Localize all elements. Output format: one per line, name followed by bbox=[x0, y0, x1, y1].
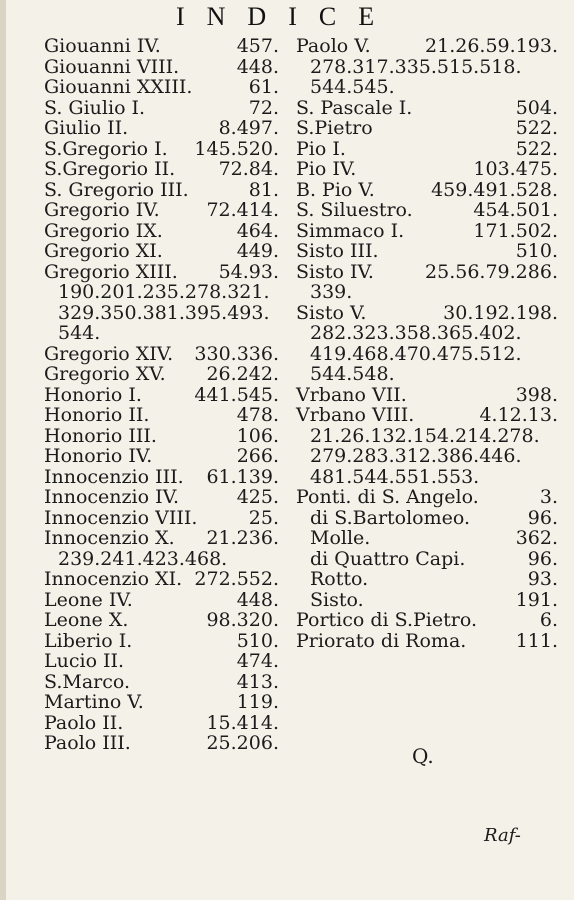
index-entry-name: Innocenzio III. bbox=[44, 465, 184, 488]
index-entry bbox=[44, 36, 279, 57]
index-continuation: 21.26.132.154.214.278. bbox=[310, 424, 540, 447]
index-entry-name: S. Gregorio III. bbox=[44, 178, 189, 201]
index-entry-name: Vrbano VII. bbox=[296, 383, 407, 406]
index-entry-pages: 504. bbox=[515, 96, 558, 119]
index-entry-pages: 478. bbox=[236, 404, 279, 426]
index-continuation: 190.201.235.278.321. bbox=[58, 281, 270, 303]
index-entry bbox=[296, 200, 558, 221]
index-entry bbox=[296, 139, 558, 160]
index-entry-pages: 61.139. bbox=[206, 465, 279, 488]
index-entry-name: Giouanni VIII. bbox=[44, 55, 180, 78]
index-entry-pages: 21.236. bbox=[206, 527, 279, 549]
index-entry-name: B. Pio V. bbox=[296, 178, 375, 201]
index-entry-pages: 272.552. bbox=[194, 568, 279, 590]
index-entry-pages: 25.206. bbox=[206, 732, 279, 754]
index-continuation: 419.468.470.475.512. bbox=[310, 342, 522, 365]
index-continuation: 282.323.358.365.402. bbox=[310, 322, 522, 344]
index-entry bbox=[44, 487, 279, 508]
index-entry bbox=[44, 118, 279, 139]
index-subentry-name: Molle. bbox=[310, 527, 371, 549]
index-entry-name: Gregorio XV. bbox=[44, 363, 166, 385]
index-entry-pages: 54.93. bbox=[218, 260, 279, 283]
index-entry-pages: 266. bbox=[236, 445, 279, 467]
index-entry-pages: 454.501. bbox=[473, 199, 558, 221]
index-entry bbox=[296, 528, 558, 549]
index-entry-pages: 8.497. bbox=[218, 117, 279, 139]
index-entry-pages: 25. bbox=[248, 506, 279, 529]
index-entry-name: Innocenzio IV. bbox=[44, 486, 180, 508]
index-entry-name: Pio I. bbox=[296, 137, 346, 160]
index-continuation: 278.317.335.515.518. bbox=[310, 55, 522, 78]
index-column-left bbox=[44, 36, 279, 754]
index-entry bbox=[44, 590, 279, 611]
index-entry-pages: 26.242. bbox=[206, 363, 279, 385]
index-entry bbox=[44, 98, 279, 119]
index-entry-pages: 6. bbox=[539, 609, 558, 631]
index-entry bbox=[296, 118, 558, 139]
index-entry-pages: 61. bbox=[248, 76, 279, 98]
index-entry-pages: 425. bbox=[236, 486, 279, 508]
index-entry-pages: 25.56.79.286. bbox=[425, 260, 558, 283]
index-entry-name: Sisto V. bbox=[296, 301, 367, 324]
index-entry bbox=[44, 200, 279, 221]
index-subentry-name: Rotto. bbox=[310, 568, 369, 590]
index-entry-pages: 448. bbox=[236, 588, 279, 611]
index-entry bbox=[296, 631, 558, 652]
index-entry-pages: 30.192.198. bbox=[443, 301, 558, 324]
index-entry-name: Innocenzio VIII. bbox=[44, 506, 198, 529]
index-entry bbox=[44, 569, 279, 590]
index-entry bbox=[296, 98, 558, 119]
index-entry bbox=[296, 221, 558, 242]
index-entry-name: S. Giulio I. bbox=[44, 96, 146, 119]
index-continuation: 279.283.312.386.446. bbox=[310, 445, 522, 467]
index-entry bbox=[44, 139, 279, 160]
index-entry-name: Liberio I. bbox=[44, 629, 133, 652]
index-continuation: 339. bbox=[310, 281, 353, 303]
index-entry-pages: 464. bbox=[236, 219, 279, 242]
index-entry bbox=[44, 344, 279, 365]
index-entry-pages: 510. bbox=[236, 629, 279, 652]
index-entry-pages: 413. bbox=[236, 670, 279, 693]
index-continuation: 239.241.423.468. bbox=[58, 547, 228, 570]
index-entry-pages: 459.491.528. bbox=[431, 178, 558, 201]
index-entry-name: Gregorio XIII. bbox=[44, 260, 178, 283]
index-entry-pages: 106. bbox=[236, 424, 279, 447]
index-entry bbox=[44, 426, 279, 447]
index-entry-name: Portico di S.Pietro. bbox=[296, 609, 477, 631]
index-entry-name: Martino V. bbox=[44, 691, 144, 713]
index-column-right bbox=[296, 36, 558, 651]
index-entry-pages: 522. bbox=[515, 117, 558, 139]
index-entry-pages: 119. bbox=[236, 691, 279, 713]
index-entry-pages: 72. bbox=[248, 96, 279, 119]
index-entry bbox=[296, 610, 558, 631]
index-entry-name: Honorio III. bbox=[44, 424, 157, 447]
index-entry-name: S. Siluestro. bbox=[296, 199, 413, 221]
index-entry-name: Pio IV. bbox=[296, 158, 357, 180]
index-entry-name: Giouanni IV. bbox=[44, 35, 161, 57]
index-entry bbox=[44, 651, 279, 672]
index-entry-name: Ponti. di S. Angelo. bbox=[296, 486, 479, 508]
index-entry-name: Honorio IV. bbox=[44, 445, 153, 467]
index-continuation: 544.545. bbox=[310, 76, 395, 98]
index-continuation: 329.350.381.395.493. bbox=[58, 301, 270, 324]
index-entry bbox=[296, 159, 558, 180]
index-entry bbox=[296, 303, 558, 324]
index-entry bbox=[44, 385, 279, 406]
index-entry-pages: 457. bbox=[236, 35, 279, 57]
index-entry-name: S.Pietro bbox=[296, 117, 373, 139]
index-entry-name: Paolo V. bbox=[296, 35, 371, 57]
index-entry bbox=[44, 405, 279, 426]
index-entry-name: Innocenzio XI. bbox=[44, 568, 183, 590]
index-entry-pages: 72.414. bbox=[206, 199, 279, 221]
index-entry-name: Vrbano VIII. bbox=[296, 404, 415, 426]
index-entry bbox=[44, 180, 279, 201]
index-entry-pages: 4.12.13. bbox=[479, 404, 558, 426]
index-entry bbox=[44, 733, 279, 754]
page-header: INDICE bbox=[176, 2, 397, 31]
index-entry-name: Gregorio XI. bbox=[44, 240, 163, 262]
index-entry bbox=[296, 508, 558, 529]
index-entry-name: Innocenzio X. bbox=[44, 527, 175, 549]
index-continuation: 481.544.551.553. bbox=[310, 465, 480, 488]
index-entry-pages: 21.26.59.193. bbox=[425, 35, 558, 57]
index-entry-pages: 145.520. bbox=[194, 137, 279, 160]
index-entry bbox=[44, 364, 279, 385]
index-entry bbox=[296, 385, 558, 406]
index-entry-pages: 96. bbox=[527, 547, 558, 570]
index-entry bbox=[296, 36, 558, 57]
index-entry bbox=[44, 610, 279, 631]
index-entry-name: S.Marco. bbox=[44, 670, 131, 693]
index-entry bbox=[296, 549, 558, 570]
index-continuation: 544.548. bbox=[310, 363, 395, 385]
index-entry bbox=[44, 467, 279, 488]
index-entry-pages: 81. bbox=[248, 178, 279, 201]
index-entry-name: Priorato di Roma. bbox=[296, 629, 467, 652]
index-entry-name: Paolo II. bbox=[44, 711, 124, 734]
index-subentry-name: Sisto. bbox=[310, 588, 364, 611]
index-entry-name: Gregorio IV. bbox=[44, 199, 160, 221]
index-entry-pages: 510. bbox=[515, 240, 558, 262]
index-entry-pages: 474. bbox=[236, 650, 279, 672]
index-entry-name: S. Pascale I. bbox=[296, 96, 413, 119]
index-entry-name: Sisto IV. bbox=[296, 260, 374, 283]
index-entry-pages: 111. bbox=[515, 629, 558, 652]
index-entry-pages: 15.414. bbox=[206, 711, 279, 734]
index-entry-pages: 330.336. bbox=[194, 342, 279, 365]
index-entry bbox=[44, 508, 279, 529]
index-entry-name: Simmaco I. bbox=[296, 219, 405, 242]
index-entry bbox=[296, 241, 558, 262]
index-entry bbox=[44, 77, 279, 98]
index-entry-name: Gregorio IX. bbox=[44, 219, 163, 242]
index-entry bbox=[44, 631, 279, 652]
index-entry bbox=[296, 262, 558, 283]
index-entry bbox=[44, 57, 279, 78]
index-entry bbox=[44, 672, 279, 693]
index-entry-name: Giouanni XXIII. bbox=[44, 76, 193, 98]
index-entry-name: Honorio II. bbox=[44, 404, 150, 426]
index-entry bbox=[44, 241, 279, 262]
index-entry bbox=[296, 180, 558, 201]
index-entry-pages: 96. bbox=[527, 506, 558, 529]
index-entry-pages: 191. bbox=[515, 588, 558, 611]
index-entry bbox=[44, 446, 279, 467]
index-entry-pages: 171.502. bbox=[473, 219, 558, 242]
index-entry bbox=[44, 713, 279, 734]
index-entry bbox=[44, 692, 279, 713]
index-entry bbox=[44, 221, 279, 242]
index-entry-pages: 441.545. bbox=[194, 383, 279, 406]
index-entry-name: Honorio I. bbox=[44, 383, 142, 406]
index-entry bbox=[296, 487, 558, 508]
index-entry-pages: 72.84. bbox=[218, 158, 279, 180]
index-entry-pages: 93. bbox=[527, 568, 558, 590]
index-entry-pages: 3. bbox=[539, 486, 558, 508]
index-entry-name: S.Gregorio II. bbox=[44, 158, 176, 180]
index-entry-name: Lucio II. bbox=[44, 650, 125, 672]
index-entry-pages: 398. bbox=[515, 383, 558, 406]
index-entry-name: Leone X. bbox=[44, 609, 129, 631]
index-entry-name: Sisto III. bbox=[296, 240, 379, 262]
index-entry bbox=[296, 569, 558, 590]
index-subentry-name: di Quattro Capi. bbox=[310, 547, 466, 570]
index-entry bbox=[44, 528, 279, 549]
index-entry bbox=[296, 590, 558, 611]
index-entry-pages: 522. bbox=[515, 137, 558, 160]
index-entry-name: Leone IV. bbox=[44, 588, 133, 611]
catchword: Raf- bbox=[484, 825, 521, 846]
index-entry-pages: 449. bbox=[236, 240, 279, 262]
index-entry bbox=[296, 405, 558, 426]
index-entry-name: S.Gregorio I. bbox=[44, 137, 168, 160]
index-entry bbox=[44, 159, 279, 180]
index-entry-pages: 362. bbox=[515, 527, 558, 549]
signature-mark: Q. bbox=[412, 744, 434, 768]
index-continuation: 544. bbox=[58, 322, 101, 344]
index-entry-name: Paolo III. bbox=[44, 732, 131, 754]
index-entry-name: Gregorio XIV. bbox=[44, 342, 174, 365]
index-entry bbox=[44, 262, 279, 283]
index-entry-pages: 448. bbox=[236, 55, 279, 78]
index-entry-pages: 98.320. bbox=[206, 609, 279, 631]
index-subentry-name: di S.Bartolomeo. bbox=[310, 506, 471, 529]
index-entry-name: Giulio II. bbox=[44, 117, 129, 139]
index-entry-pages: 103.475. bbox=[473, 158, 558, 180]
